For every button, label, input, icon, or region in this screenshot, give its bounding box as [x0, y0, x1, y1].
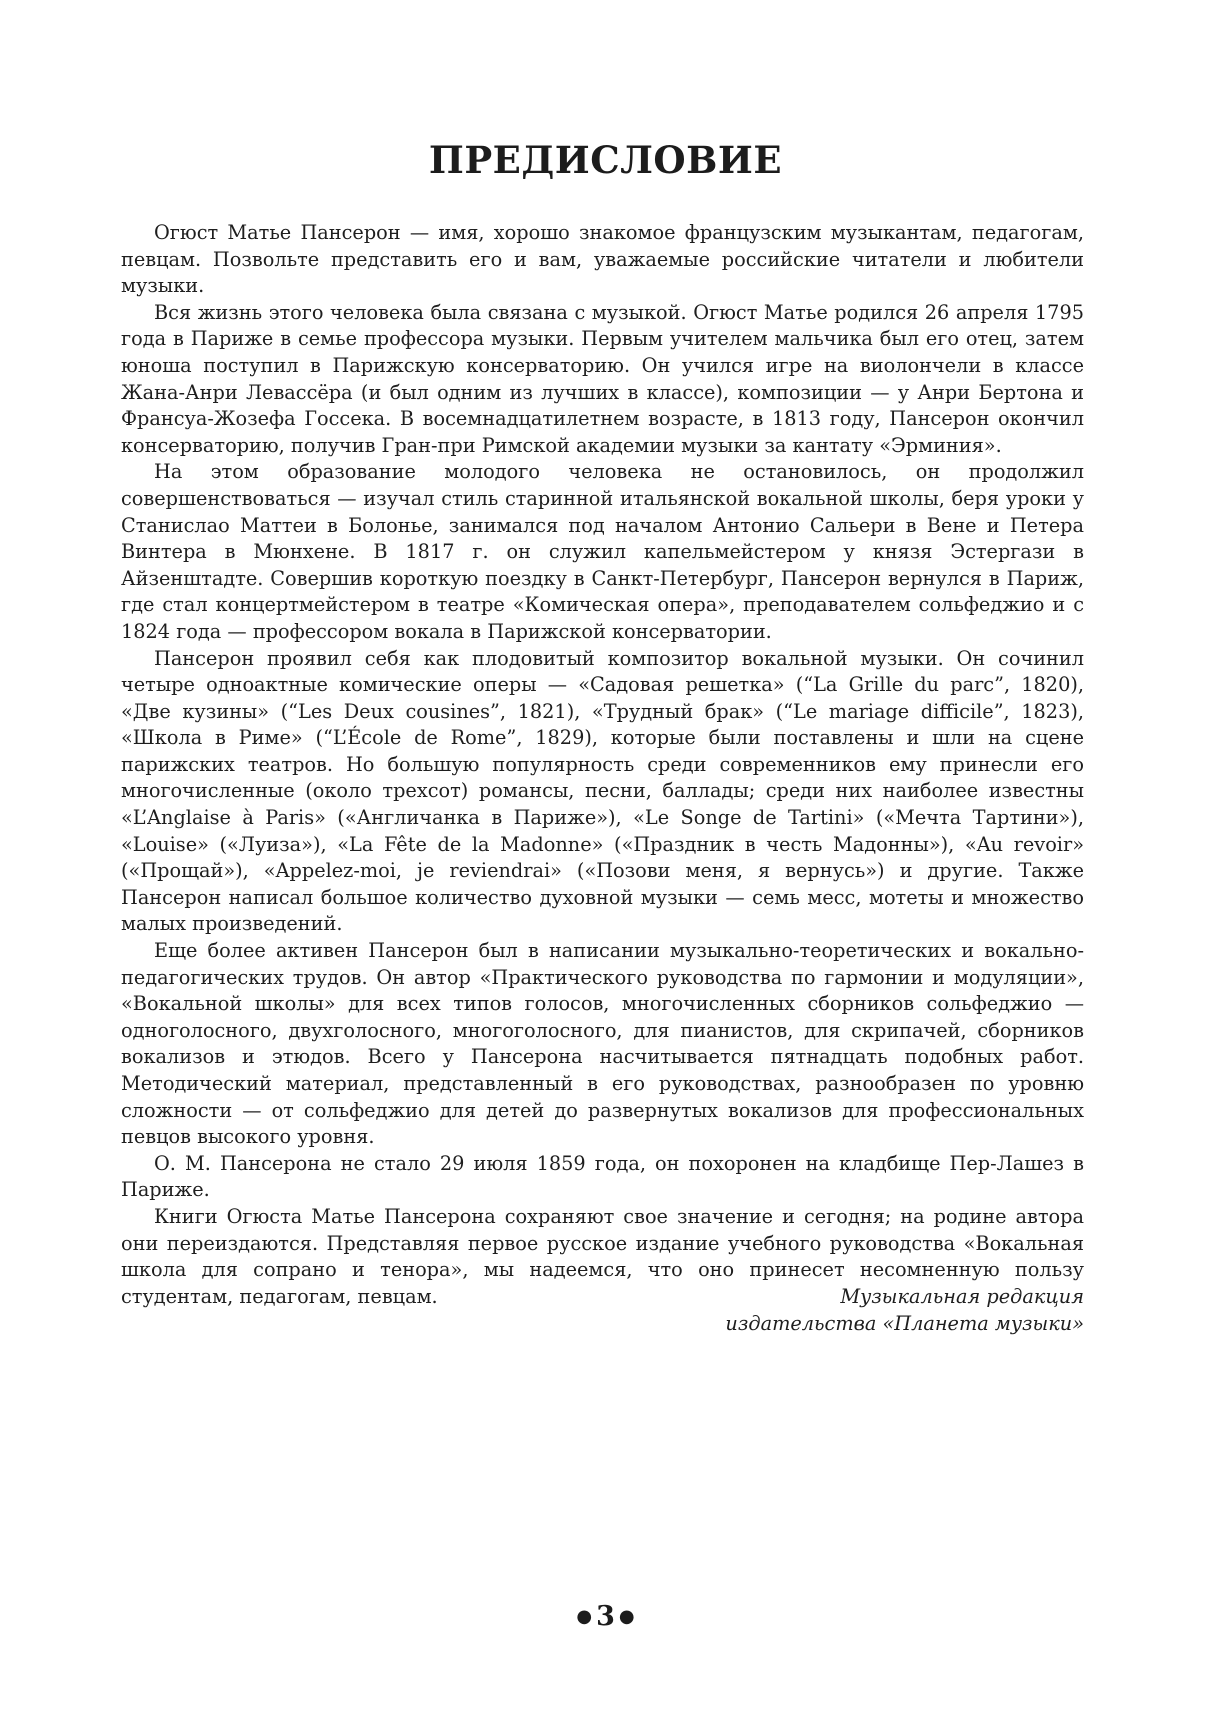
- bullet-left-icon: ●: [576, 1606, 593, 1627]
- signature-line-editorial: Музыкальная редакция: [840, 1285, 1084, 1308]
- signature-line-publisher: издательства «Планета музыки»: [725, 1311, 1084, 1335]
- paragraph-biography: Вся жизнь этого человека была связана с музыкой. Огюст Матье родился 26 апреля 1795 года в Париже в семье профессора музыки. Первым учителем мальчика был его отец, затем юноша поступил в Парижскую консерваторию. Он учился игре на виолончели в классе Жана-Анри Левассёра (и был одним из лучших в классе), композиции — у Анри Бертона и Франсуа-Жозефа Госсека. В восемнадцатилетнем возрасте, в 1813 году, Пансерон окончил консерваторию, получив Гран-при Римской академии музыки за кантату «Эрминия».: [121, 300, 1084, 457]
- page-title: ПРЕДИСЛОВИЕ: [428, 138, 783, 182]
- page-number-footer: [0, 1601, 1211, 1632]
- paragraph-death: О. М. Пансерона не стало 29 июля 1859 года, он похоронен на кладбище Пер-Лашез в Париже.: [121, 1151, 1084, 1202]
- page-number: 3: [596, 1601, 615, 1632]
- paragraph-education: На этом образование молодого человека не остановилось, он продолжил совершенствоваться — изучал стиль старинной итальянской вокальной школы, беря уроки у Станислао Маттеи в Болонье, занимался под началом Антонио Сальери в Вене и Петера Винтера в Мюнхене. В 1817 г. он служил капельмейстером у князя Эстергази в Айзенштадте. Совершив короткую поездку в Санкт-Петербург, Пансерон вернулся в Париж, где стал концертмейстером в театре «Комическая опера», преподавателем сольфеджио и с 1824 года — профессором вокала в Парижской консерватории.: [121, 460, 1084, 643]
- preface-body: [121, 220, 1084, 1310]
- paragraph-pedagogy: Еще более активен Пансерон был в написании музыкально-теоретических и вокально-педагогических трудов. Он автор «Практического руководства по гармонии и модуляции», «Вокальной школы» для всех типов голосов, многочисленных сборников сольфеджио — одноголосного, двухголосного, многоголосного, для пианистов, для скрипачей, сборников вокализов и этюдов. Всего у Пансерона насчитывается пятнадцать подобных работ. Методический материал, представленный в его руководствах, разнообразен по уровню сложности — от сольфеджио для детей до развернутых вокализов для профессиональных певцов высокого уровня.: [121, 939, 1084, 1149]
- paragraph-intro: Огюст Матье Пансерон — имя, хорошо знакомое французским музыкантам, педагогам, певцам. Позвольте представить его и вам, уважаемые российские читатели и любители музыки.: [121, 221, 1084, 298]
- paragraph-closing: Книги Огюста Матье Пансерона сохраняют свое значение и сегодня; на родине автора они переиздаются. Представляя первое русское издание учебного руководства «Вокальная школа для сопрано и тенора», мы надеемся, что оно принесет несомненную пользу студентам, педагогам, певцам.: [121, 1204, 1084, 1308]
- bullet-right-icon: ●: [618, 1606, 635, 1627]
- editorial-signature: [121, 1284, 1084, 1337]
- paragraph-compositions: Пансерон проявил себя как плодовитый композитор вокальной музыки. Он сочинил четыре одноактные комические оперы — «Садовая решетка» (“La Grille du parc”, 1820), «Две кузины» (“Les Deux cousines”, 1821), «Трудный брак» (“Le mariage difficile”, 1823), «Школа в Риме» (“L’École de Rome”, 1829), которые были поставлены и шли на сцене парижских театров. Но большую популярность среди современников ему принесли его многочисленные (около трехсот) романсы, песни, баллады; среди них наиболее известны «L’Anglaise à Paris» («Англичанка в Париже»), «Le Songe de Tartini» («Мечта Тартини»), «Louise» («Луиза»), «La Fête de la Madonne» («Праздник в честь Мадонны»), «Au revoir» («Прощай»), «Appelez-moi, je reviendrai» («Позови меня, я вернусь») и другие. Также Пансерон написал большое количество духовной музыки — семь месс, мотеты и множество малых произведений.: [121, 646, 1084, 936]
